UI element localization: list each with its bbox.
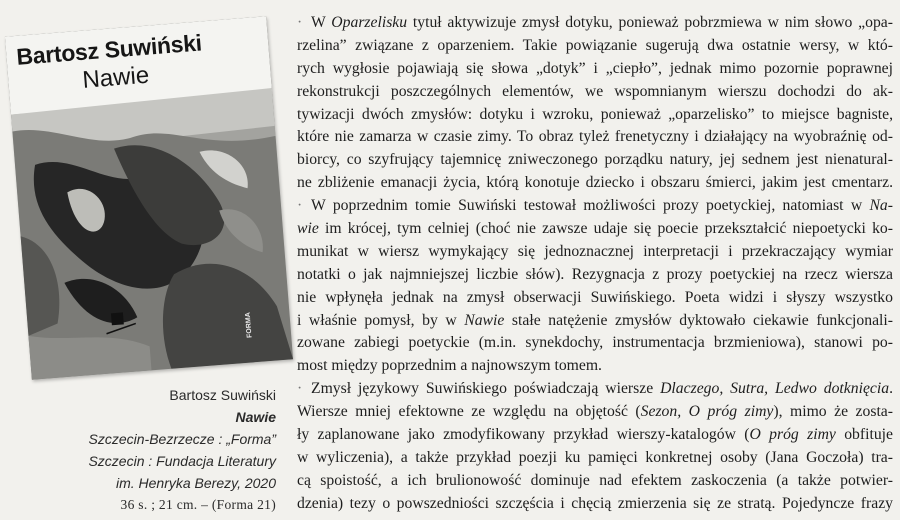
biblio-publisher: Szczecin-Bezrzecze : „Forma” [88, 431, 276, 447]
text-line: cą spoistość, a ich brulionowość dominuje nad efektem zaskoczenia (a także potwier- [297, 471, 893, 489]
bullet-icon: · [297, 380, 303, 398]
bibliographic-note [60, 384, 276, 516]
text-line: w wyliczenia), a także przykład poezji ku pamięci konkretnej osoby (Jana Goczoła) tra- [297, 448, 893, 466]
text-line: most między poprzednim a najnowszym tomem. [297, 357, 602, 375]
text-line: · Zmysł językowy Suwińskiego poświadczają wiersze Dlaczego, Sutra, Ledwo dotknięcia. [297, 378, 893, 401]
biblio-physical-description: 36 s. ; 21 cm. – (Forma 21) [120, 497, 276, 512]
text-line: wie im krócej, tym celniej (choć nie zawsze udaje się poecie przekształcić niepoetycki ko- [297, 220, 893, 238]
text-line: które nie zamarza w czasie zimy. To obraz tyleż frenetyczny i działający na wyobraźnię od- [297, 128, 893, 146]
bullet-icon: · [297, 14, 303, 31]
text-line: ły zaplanowane jako zmodyfikowany przykład wierszy-katalogów (O próg zimy obfituje [297, 426, 893, 444]
text-line: rzelina” związane z oparzeniem. Takie powiązanie sugerują dwa ostatnie wersy, w któ- [297, 36, 893, 54]
publisher-logo-icon [103, 309, 139, 338]
text-line: rych wygłosie pojawiają się słowa „dotyk” i „ciepło”, jednak mimo pozornie poprawnej [297, 59, 893, 77]
review-text [297, 12, 893, 516]
text-line: ne zbliżenie emanacji życia, którą konotuje dziecko i obszaru śmierci, jakim jest cmentarz. [297, 174, 893, 192]
cover-publisher-mark: FORMA [244, 311, 254, 339]
text-line: biorcy, co szyfrujący tajemnicę zniweczonego porządku natury, jej sednem jest nienatural- [297, 151, 893, 169]
biblio-copublisher-2: im. Henryka Berezy, 2020 [115, 475, 276, 491]
text-line: Wiersze mniej efektowne ze względu na objętość (Sezon, O próg zimy), mimo że zosta- [297, 403, 893, 421]
book-cover [5, 16, 293, 379]
paragraph-3 [297, 378, 893, 515]
cover-title: Nawie [81, 61, 151, 94]
text-line: · W poprzednim tomie Suwiński testował możliwości prozy poetyckiej, natomiast w Na- [297, 195, 893, 218]
text-line: i właśnie pomysł, by w Nawie stałe natężenie zmysłów dyktowało ciekawie funkcjonali- [297, 311, 893, 329]
text-line: rekonstrukcji poszczególnych elementów, we wspomnianym wierszu dochodzi do ak- [297, 82, 893, 100]
biblio-title: Nawie [235, 409, 276, 425]
text-line: zowane zabiegi poetyckie (m.in. synekdochy, instrumentacja brzmieniowa), stanowi po- [297, 334, 893, 352]
text-line: tywizacji dwóch zmysłów: dotyku i wzroku, ponieważ „oparzelisko” to miejsce bagniste, [297, 105, 893, 123]
biblio-author: Bartosz Suwiński [169, 387, 276, 403]
bullet-icon: · [297, 197, 303, 215]
text-line: · W Oparzelisku tytuł aktywizuje zmysł dotyku, ponieważ pobrzmiewa w nim słowo „opa- [297, 12, 893, 35]
paragraph-1 [297, 12, 893, 195]
text-line: notatki o jak najmniejszej liczbie słów). Rezygnacja z prozy poetyckiej na rzecz wiersza [297, 265, 893, 283]
text-line: dzenia) tezy o powszedniości szczęścia i chęcią zmierzenia się ze stratą. Pojedyncze frazy [297, 494, 893, 512]
cover-author: Bartosz Suwiński [15, 29, 203, 70]
biblio-copublisher: Szczecin : Fundacja Literatury [88, 453, 276, 469]
text-line: munikat w wiersz wymykający się jednoznacznej interpretacji i przekraczający wymiar [297, 242, 893, 260]
paragraph-2 [297, 195, 893, 378]
text-line: nie wpłynęła jednak na zmysł obserwacji Suwińskiego. Poeta widzi i słyszy wszystko [297, 288, 893, 306]
